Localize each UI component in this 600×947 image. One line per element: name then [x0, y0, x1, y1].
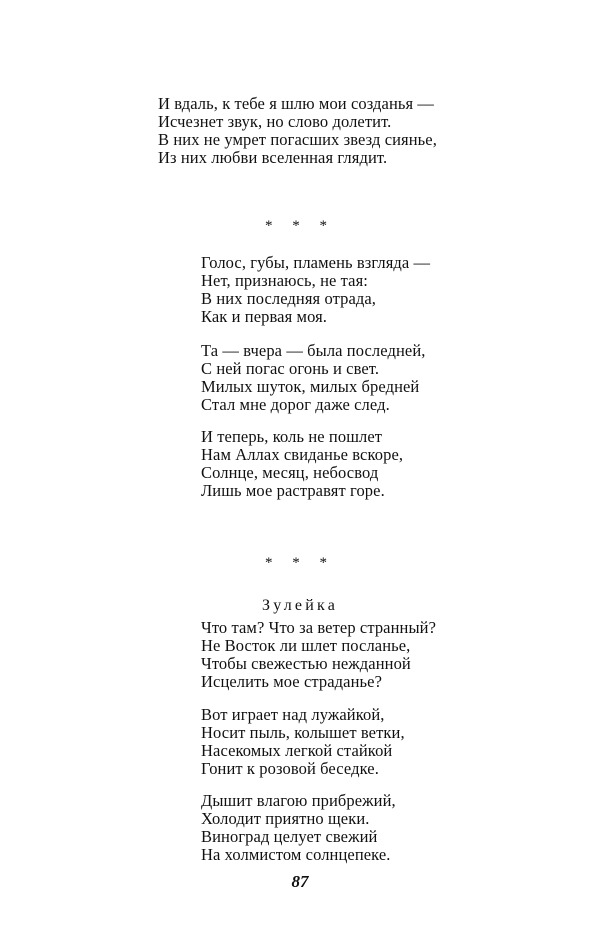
section-divider: * * *: [265, 555, 335, 571]
poem-line: Вот играет над лужайкой,: [201, 705, 385, 724]
poem-line: С ней погас огонь и свет.: [201, 359, 380, 378]
poem2-stanza-3: [201, 428, 403, 500]
page-number: 87: [291, 872, 309, 891]
poem2-stanza-1: [201, 254, 430, 326]
poem-line: Нет, признаюсь, не тая:: [201, 271, 368, 290]
poem3-stanza-3: [201, 792, 396, 864]
section-divider: * * *: [265, 218, 335, 234]
poem-line: Нам Аллах свиданье вскоре,: [201, 445, 404, 464]
poem-line: В них не умрет погасших звезд сиянье,: [158, 130, 437, 149]
poem-line: Насекомых легкой стайкой: [201, 741, 393, 760]
poem-line: На холмистом солнцепеке.: [201, 845, 391, 864]
poem-line: И вдаль, к тебе я шлю мои созданья —: [158, 94, 435, 113]
poem-line: Из них любви вселенная глядит.: [158, 148, 388, 167]
poem-line: Чтобы свежестью нежданной: [201, 654, 411, 673]
poem-line: Лишь мое растравят горе.: [201, 481, 385, 500]
poem-line: Носит пыль, колышет ветки,: [201, 723, 405, 742]
poem-line: Солнце, месяц, небосвод: [201, 463, 379, 482]
poem-line: В них последняя отрада,: [201, 289, 377, 308]
poem-line: Та — вчера — была последней,: [201, 341, 426, 360]
poem3-stanza-1: [201, 619, 436, 691]
poem3-stanza-2: [201, 706, 405, 778]
poem-line: Не Восток ли шлет посланье,: [201, 636, 411, 655]
poem-line: Исчезнет звук, но слово долетит.: [158, 112, 392, 131]
poem-line: Дышит влагою прибрежий,: [201, 791, 396, 810]
poem-line: Стал мне дорог даже след.: [201, 395, 390, 414]
poem-line: Милых шуток, милых бредней: [201, 377, 420, 396]
poem-line: Что там? Что за ветер странный?: [201, 618, 437, 637]
poem-title: Зулейка: [262, 597, 338, 614]
poem-line: Холодит приятно щеки.: [201, 809, 370, 828]
poem-line: Виноград целует свежий: [201, 827, 378, 846]
poem2-stanza-2: [201, 342, 425, 414]
poem1-stanza-1: [158, 95, 437, 167]
poem-line: Голос, губы, пламень взгляда —: [201, 253, 431, 272]
poem-line: И теперь, коль не пошлет: [201, 427, 383, 446]
poem-line: Как и первая моя.: [201, 307, 328, 326]
poem-line: Гонит к розовой беседке.: [201, 759, 379, 778]
poem-line: Исцелить мое страданье?: [201, 672, 382, 691]
